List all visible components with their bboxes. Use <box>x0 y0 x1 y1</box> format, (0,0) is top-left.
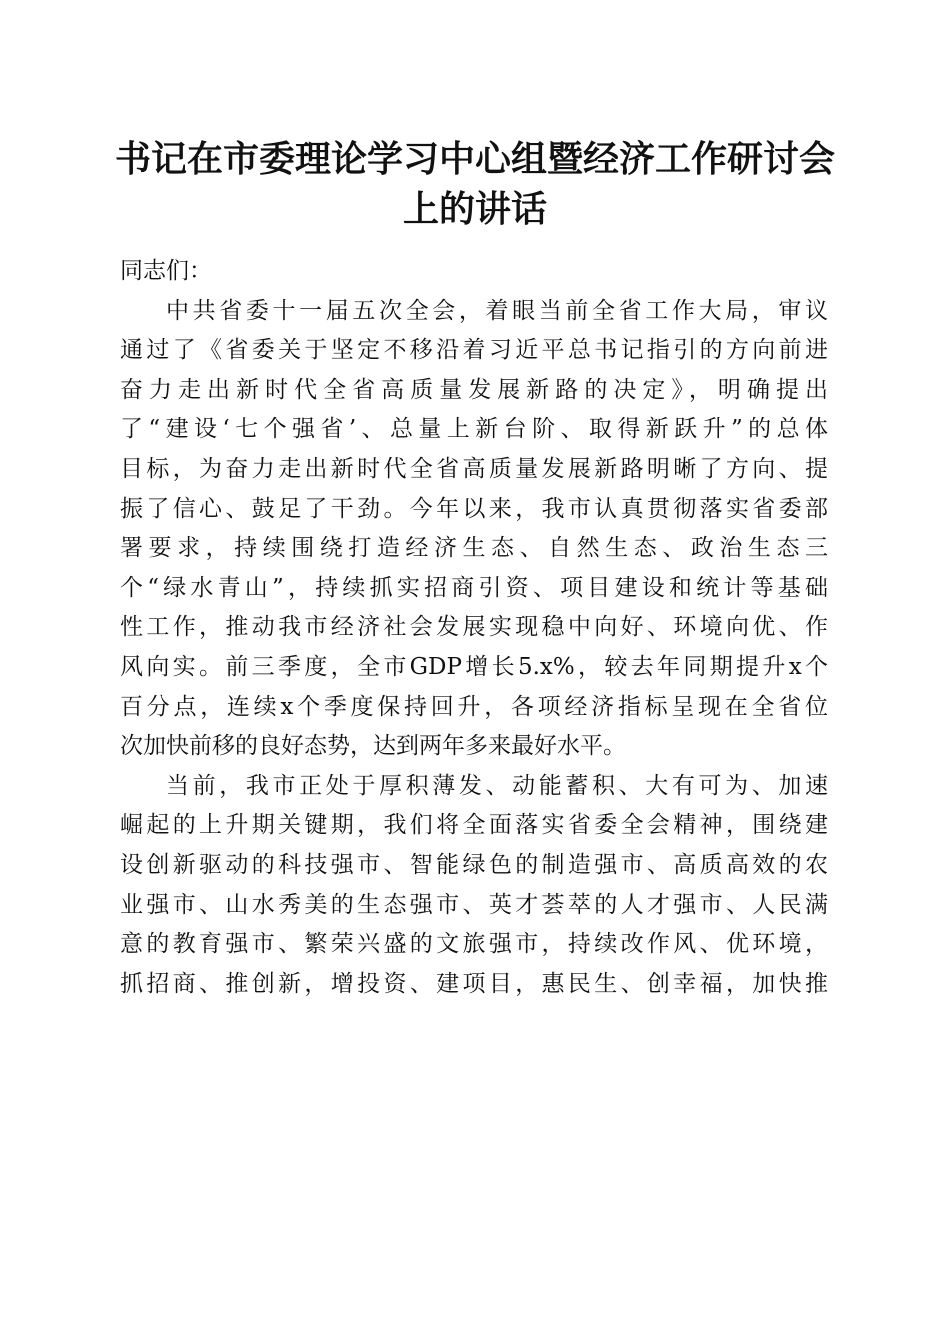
text-line: 百分点，连续x个季度保持回升，各项经济指标呈现在全省位 <box>120 693 828 720</box>
title-line: 书记在市委理论学习中心组暨经济工作研讨会 <box>114 138 835 180</box>
text-line: 业强市、山水秀美的生态强市、英才荟萃的人才强市、人民满 <box>120 891 828 918</box>
text-line: 设创新驱动的科技强市、智能绿色的制造强市、高质高效的农 <box>120 851 828 878</box>
text-line: 当前，我市正处于厚积薄发、动能蓄积、大有可为、加速 <box>166 772 828 799</box>
text-line: 目标，为奋力走出新时代全省高质量发展新路明晰了方向、提 <box>120 455 828 482</box>
document-body <box>120 252 828 1004</box>
text-line: 振了信心、鼓足了干劲。今年以来，我市认真贯彻落实省委部 <box>120 495 828 522</box>
text-line: 中共省委十一届五次全会，着眼当前全省工作大局，审议 <box>166 297 828 324</box>
text-line: 奋力走出新时代全省高质量发展新路的决定》，明确提出 <box>120 376 828 403</box>
document-title <box>110 134 840 234</box>
text-line: 性工作，推动我市经济社会发展实现稳中向好、环境向优、作 <box>120 614 828 641</box>
text-line: 通过了《省委关于坚定不移沿着习近平总书记指引的方向前进 <box>120 337 828 364</box>
salutation: 同志们： <box>120 258 212 284</box>
text-line: 个“绿水青山”，持续抓实招商引资、项目建设和统计等基础 <box>120 574 828 601</box>
text-line: 署要求，持续围绕打造经济生态、自然生态、政治生态三 <box>120 535 828 562</box>
text-line: 崛起的上升期关键期，我们将全面落实省委全会精神，围绕建 <box>120 812 828 839</box>
text-line: 了“建设‘七个强省’、总量上新台阶、取得新跃升”的总体 <box>120 416 828 443</box>
paragraph-2 <box>120 767 828 1005</box>
text-line: 意的教育强市、繁荣兴盛的文旅强市，持续改作风、优环境， <box>120 931 828 958</box>
text-line: 次加快前移的良好态势，达到两年多来最好水平。 <box>120 733 626 760</box>
text-line: 风向实。前三季度，全市GDP增长5.x%，较去年同期提升x个 <box>120 653 828 680</box>
paragraph-1 <box>120 292 828 767</box>
text-line: 抓招商、推创新，增投资、建项目，惠民生、创幸福，加快推 <box>120 970 828 997</box>
title-line: 上的讲话 <box>402 188 547 230</box>
